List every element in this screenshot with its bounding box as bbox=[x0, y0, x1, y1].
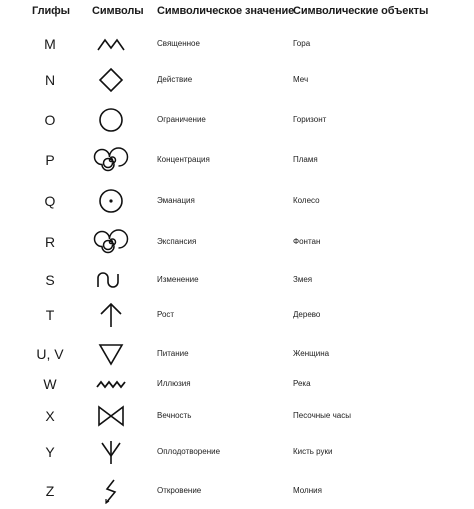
mountain-zigzag-icon bbox=[94, 30, 128, 58]
arrow-up-icon bbox=[94, 301, 128, 329]
table-row bbox=[0, 366, 474, 402]
object-cell: Пламя bbox=[293, 155, 318, 164]
s-wave-icon bbox=[94, 266, 128, 294]
meaning-cell: Иллюзия bbox=[157, 379, 191, 388]
glyph-cell: M bbox=[44, 36, 56, 52]
meaning-cell: Рост bbox=[157, 310, 175, 319]
bowtie-icon bbox=[94, 402, 128, 430]
table-row bbox=[0, 434, 474, 470]
glyph-cell: W bbox=[43, 376, 57, 392]
object-cell: Кисть руки bbox=[293, 447, 333, 456]
object-cell: Женщина bbox=[293, 349, 330, 358]
triangle-down-icon bbox=[94, 340, 128, 368]
object-cell: Фонтан bbox=[293, 237, 321, 246]
glyph-cell: T bbox=[45, 307, 55, 323]
glyph-cell: X bbox=[45, 408, 55, 424]
glyph-cell: R bbox=[44, 234, 56, 250]
glyph-cell: U, V bbox=[36, 346, 64, 362]
meaning-cell: Ограничение bbox=[157, 115, 206, 124]
table-row bbox=[0, 26, 474, 62]
glyph-cell: P bbox=[45, 152, 55, 168]
table-row bbox=[0, 62, 474, 98]
table-row bbox=[0, 398, 474, 434]
spiral-icon bbox=[94, 146, 128, 174]
table-row bbox=[0, 262, 474, 298]
meaning-cell: Питание bbox=[157, 349, 189, 358]
header-objects: Символические объекты bbox=[293, 5, 429, 17]
table-row bbox=[0, 224, 474, 260]
meaning-cell: Экспансия bbox=[157, 237, 197, 246]
glyph-cell: Q bbox=[44, 193, 56, 209]
circle-icon bbox=[94, 106, 128, 134]
glyph-cell: Y bbox=[45, 444, 55, 460]
meaning-cell: Изменение bbox=[157, 275, 199, 284]
meaning-cell: Действие bbox=[157, 75, 193, 84]
table-row bbox=[0, 102, 474, 138]
meaning-cell: Оплодотворение bbox=[157, 447, 221, 456]
object-cell: Дерево bbox=[293, 310, 321, 319]
meaning-cell: Эманация bbox=[157, 196, 195, 205]
object-cell: Горизонт bbox=[293, 115, 327, 124]
diamond-icon bbox=[94, 66, 128, 94]
object-cell: Песочные часы bbox=[293, 411, 351, 420]
meaning-cell: Концентрация bbox=[157, 155, 210, 164]
spiral-icon bbox=[94, 228, 128, 256]
table-row bbox=[0, 183, 474, 219]
table-row bbox=[0, 142, 474, 178]
meaning-cell: Священное bbox=[157, 39, 200, 48]
arrow-down-fork-icon bbox=[94, 438, 128, 466]
object-cell: Змея bbox=[293, 275, 313, 284]
object-cell: Меч bbox=[293, 75, 309, 84]
header-symbols: Символы bbox=[92, 5, 144, 17]
wave-icon bbox=[94, 370, 128, 398]
circle-dot-icon bbox=[94, 187, 128, 215]
object-cell: Молния bbox=[293, 486, 322, 495]
glyph-cell: Z bbox=[45, 483, 55, 499]
glyph-cell: S bbox=[45, 272, 55, 288]
meaning-cell: Вечность bbox=[157, 411, 192, 420]
object-cell: Гора bbox=[293, 39, 311, 48]
glyph-cell: O bbox=[44, 112, 56, 128]
table-row bbox=[0, 473, 474, 509]
object-cell: Река bbox=[293, 379, 311, 388]
header-meaning: Символическое значение bbox=[157, 5, 295, 17]
meaning-cell: Откровение bbox=[157, 486, 202, 495]
lightning-icon bbox=[94, 477, 128, 505]
table-row bbox=[0, 297, 474, 333]
header-glyphs: Глифы bbox=[32, 5, 70, 17]
object-cell: Колесо bbox=[293, 196, 320, 205]
glyph-cell: N bbox=[44, 72, 56, 88]
